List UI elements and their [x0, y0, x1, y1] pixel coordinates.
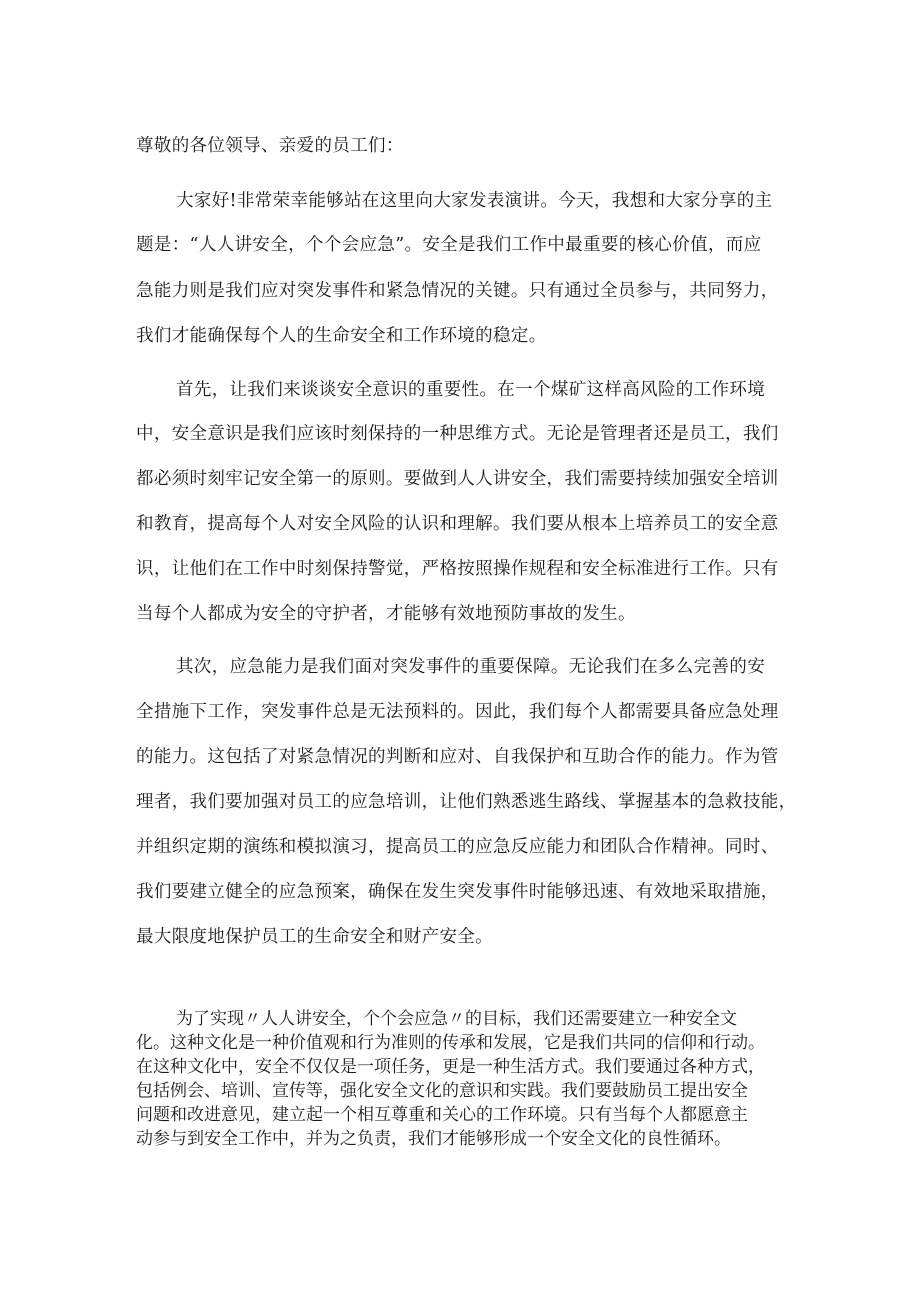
paragraph-line: 急能力则是我们应对突发事件和紧急情况的关键。只有通过全员参与，共同努力， — [136, 281, 779, 301]
paragraph-line: 识，让他们在工作中时刻保持警觉，严格按照操作规程和安全标准进行工作。只有 — [136, 559, 779, 579]
paragraph-line: 首先，让我们来谈谈安全意识的重要性。在一个煤矿这样高风险的工作环境 — [176, 380, 766, 400]
paragraph-line: 的能力。这包括了对紧急情况的判断和应对、自我保护和互助合作的能力。作为管 — [136, 747, 779, 767]
paragraph-line: 为了实现〃人人讲安全，个个会应急〃的目标，我们还需要建立一种安全文 — [176, 1009, 737, 1029]
salutation: 尊敬的各位领导、亲爱的员工们： — [136, 136, 404, 156]
paragraph-line: 全措施下工作，突发事件总是无法预料的。因此，我们每个人都需要具备应急处理 — [136, 702, 779, 722]
paragraph-line: 题是：“人人讲安全，个个会应急”。安全是我们工作中最重要的核心价值，而应 — [136, 235, 762, 255]
paragraph-line: 动参与到安全工作中，并为之负责，我们才能够形成一个安全文化的良性循环。 — [136, 1129, 731, 1149]
paragraph-line: 在这种文化中，安全不仅仅是一项任务，更是一种生活方式。我们要通过各种方式， — [136, 1057, 765, 1077]
paragraph-line: 并组织定期的演练和模拟演习，提高员工的应急反应能力和团队合作精神。同时、 — [136, 837, 779, 857]
paragraph-line: 大家好!非常荣幸能够站在这里向大家发表演讲。今天，我想和大家分享的主 — [176, 191, 773, 211]
paragraph-line: 当每个人都成为安全的守护者，才能够有效地预防事故的发生。 — [136, 604, 636, 624]
paragraph-line: 最大限度地保护员工的生命安全和财产安全。 — [136, 927, 493, 947]
paragraph-line: 问题和改进意见，建立起一个相互尊重和关心的工作环境。只有当每个人都愿意主 — [136, 1105, 748, 1125]
paragraph-line: 我们才能确保每个人的生命安全和工作环境的稳定。 — [136, 326, 547, 346]
paragraph-line: 包括例会、培训、宣传等，强化安全文化的意识和实践。我们要鼓励员工提出安全 — [136, 1081, 748, 1101]
paragraph-line: 其次，应急能力是我们面对突发事件的重要保障。无论我们在多么完善的安 — [176, 657, 766, 677]
paragraph-line: 我们要建立健全的应急预案，确保在发生突发事件时能够迅速、有效地采取措施， — [136, 882, 779, 902]
paragraph-line: 理者，我们要加强对员工的应急培训，让他们熟悉逃生路线、掌握基本的急救技能， — [136, 792, 797, 812]
paragraph-line: 化。这种文化是一种价值观和行为准则的传承和发展，它是我们共同的信仰和行动。 — [136, 1033, 765, 1053]
paragraph-line: 都必须时刻牢记安全第一的原则。要做到人人讲安全，我们需要持续加强安全培训 — [136, 469, 779, 489]
paragraph-line: 和教育，提高每个人对安全风险的认识和理解。我们要从根本上培养员工的安全意 — [136, 514, 779, 534]
paragraph-line: 中，安全意识是我们应该时刻保持的一种思维方式。无论是管理者还是员工，我们 — [136, 424, 779, 444]
